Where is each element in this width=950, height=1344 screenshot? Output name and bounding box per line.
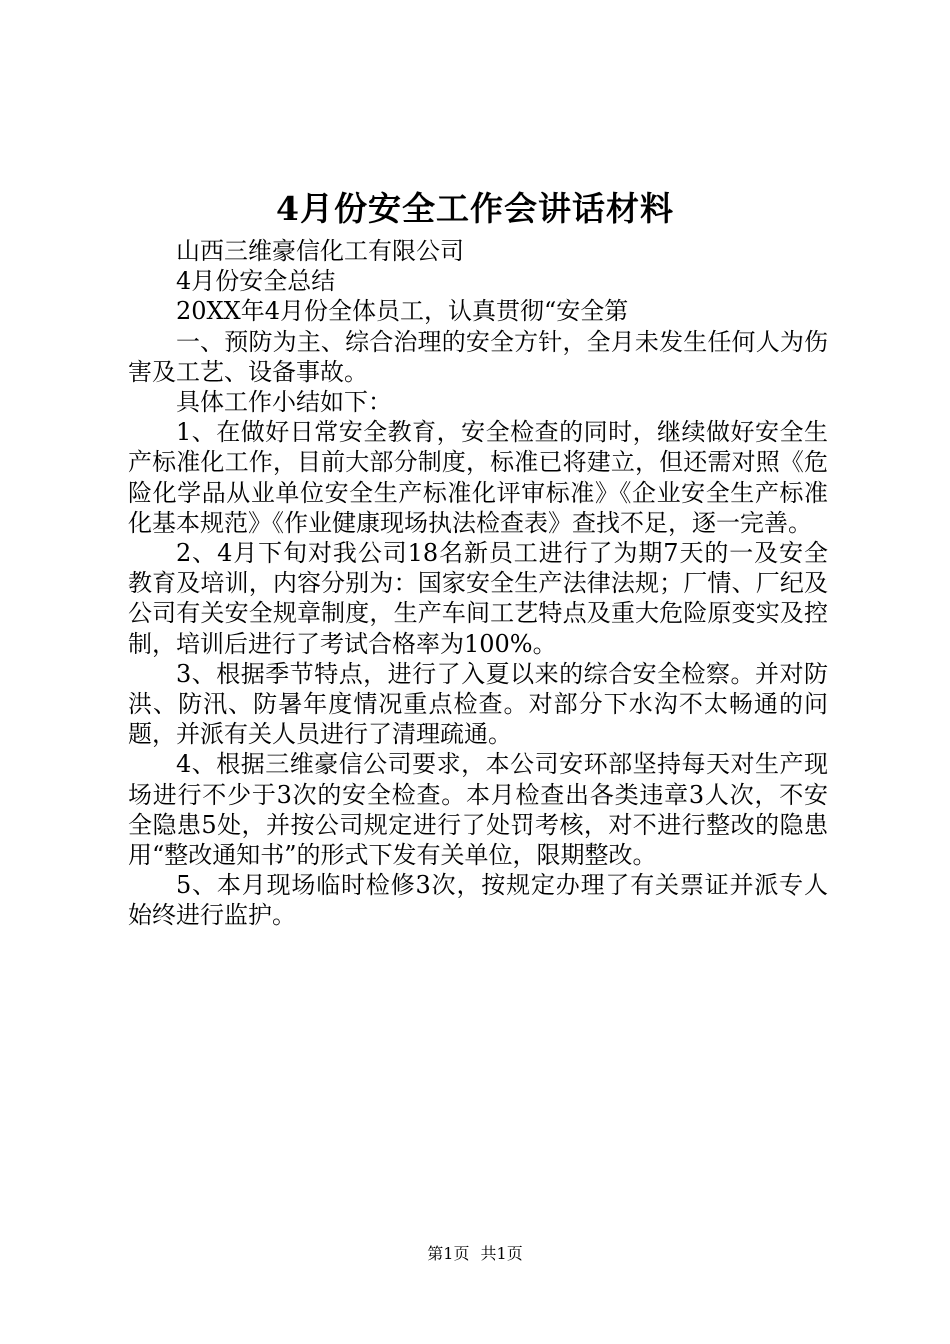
page-number: 第1页 <box>427 1244 470 1263</box>
intro-paragraph: 20XX年4月份全体员工，认真贯彻“安全第 <box>176 297 629 326</box>
summary-heading-paragraph: 4月份安全总结 <box>176 267 336 296</box>
page-footer <box>0 1244 950 1264</box>
item-5-paragraph: 5、本月现场临时检修3次，按规定办理了有关票证并派专人始终进行监护。 <box>128 871 828 930</box>
page-total: 共1页 <box>480 1244 523 1263</box>
work-summary-heading: 具体工作小结如下： <box>176 388 392 417</box>
item-1-paragraph: 1、在做好日常安全教育，安全检查的同时，继续做好安全生产标准化工作，目前大部分制度，标准已将建立，但还需对照《危险化学品从业单位安全生产标准化评审标准》《企业安全生产标准化基本规范》《作业健康现场执法检查表》查找不足，逐一完善。 <box>128 418 828 537</box>
policy-paragraph: 一、预防为主、综合治理的安全方针，全月未发生任何人为伤害及工艺、设备事故。 <box>128 327 828 386</box>
document-title: 4月份安全工作会讲话材料 <box>276 189 674 228</box>
document-body <box>128 236 828 931</box>
item-2-paragraph: 2、4月下旬对我公司18名新员工进行了为期7天的一及安全教育及培训，内容分别为：国家安全生产法律法规；厂情、厂纪及公司有关安全规章制度，生产车间工艺特点及重大危险原变实及控制，培训后进行了考试合格率为100%。 <box>128 539 828 658</box>
company-name-paragraph: 山西三维豪信化工有限公司 <box>176 237 464 265</box>
item-3-paragraph: 3、根据季节特点，进行了入夏以来的综合安全检察。并对防洪、防汛、防暑年度情况重点检查。对部分下水沟不太畅通的问题，并派有关人员进行了清理疏通。 <box>128 659 828 749</box>
item-4-paragraph: 4、根据三维豪信公司要求，本公司安环部坚持每天对生产现场进行不少于3次的安全检查。本月检查出各类违章3人次，不安全隐患5处，并按公司规定进行了处罚考核，对不进行整改的隐患用“整改通知书”的形式下发有关单位，限期整改。 <box>128 750 828 870</box>
